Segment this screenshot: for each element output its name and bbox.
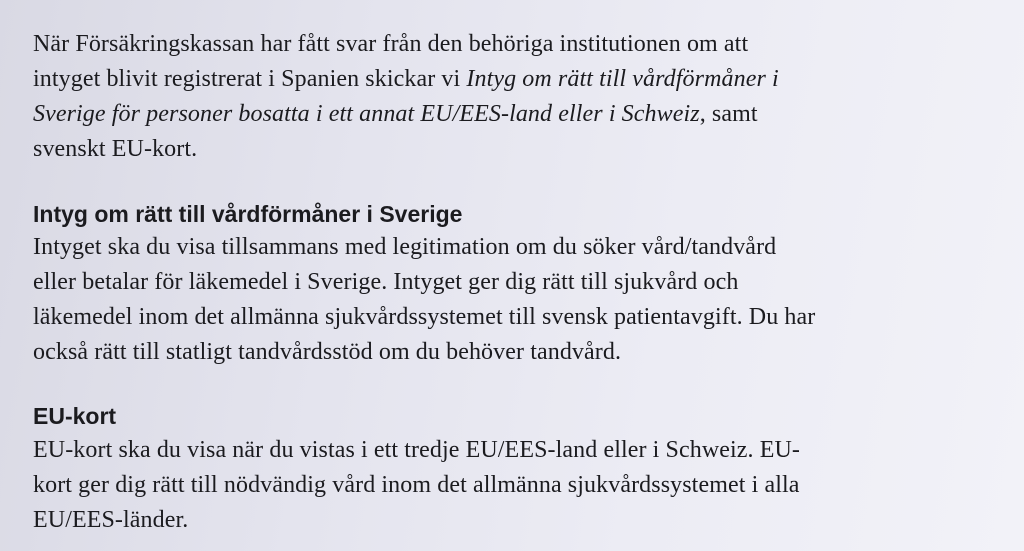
section-heading-eukort: EU-kort [33,403,117,429]
intro-line-3-text: , samt [699,101,758,127]
intyg-line-2: eller betalar för läkemedel i Sverige. Intyget ger dig rätt till sjukvård och [33,269,739,295]
intro-line-3 [33,97,779,132]
intro-line-4: svenskt EU-kort. [33,136,198,162]
intro-line-1: När Försäkringskassan har fått svar från den behöriga institutionen om att [33,31,749,57]
section-heading-intyg: Intyg om rätt till vårdförmåner i Sverige [33,201,463,227]
intro-line-2-text: intyget blivit registrerat i Spanien skickar vi [33,66,467,92]
eukort-paragraph [33,433,800,538]
intyg-paragraph [33,230,815,370]
eukort-line-2: kort ger dig rätt till nödvändig vård inom det allmänna sjukvårdssystemet i alla [33,472,800,498]
intro-line-2-italic: Intyg om rätt till vårdförmåner i [466,66,779,92]
intyg-line-4: också rätt till statligt tandvårdsstöd om du behöver tandvård. [33,339,622,365]
intyg-line-1: Intyget ska du visa tillsammans med legitimation om du söker vård/tandvård [33,234,777,260]
intro-line-3-italic: Sverige för personer bosatta i ett annat EU/EES-land eller i Schweiz [33,101,700,127]
intro-line-2 [33,62,779,97]
eukort-line-3: EU/EES-länder. [33,507,189,533]
intro-paragraph [33,27,779,167]
eukort-line-1: EU-kort ska du visa när du vistas i ett tredje EU/EES-land eller i Schweiz. EU- [33,437,801,463]
intyg-line-3: läkemedel inom det allmänna sjukvårdssystemet till svensk patientavgift. Du har [33,304,816,330]
